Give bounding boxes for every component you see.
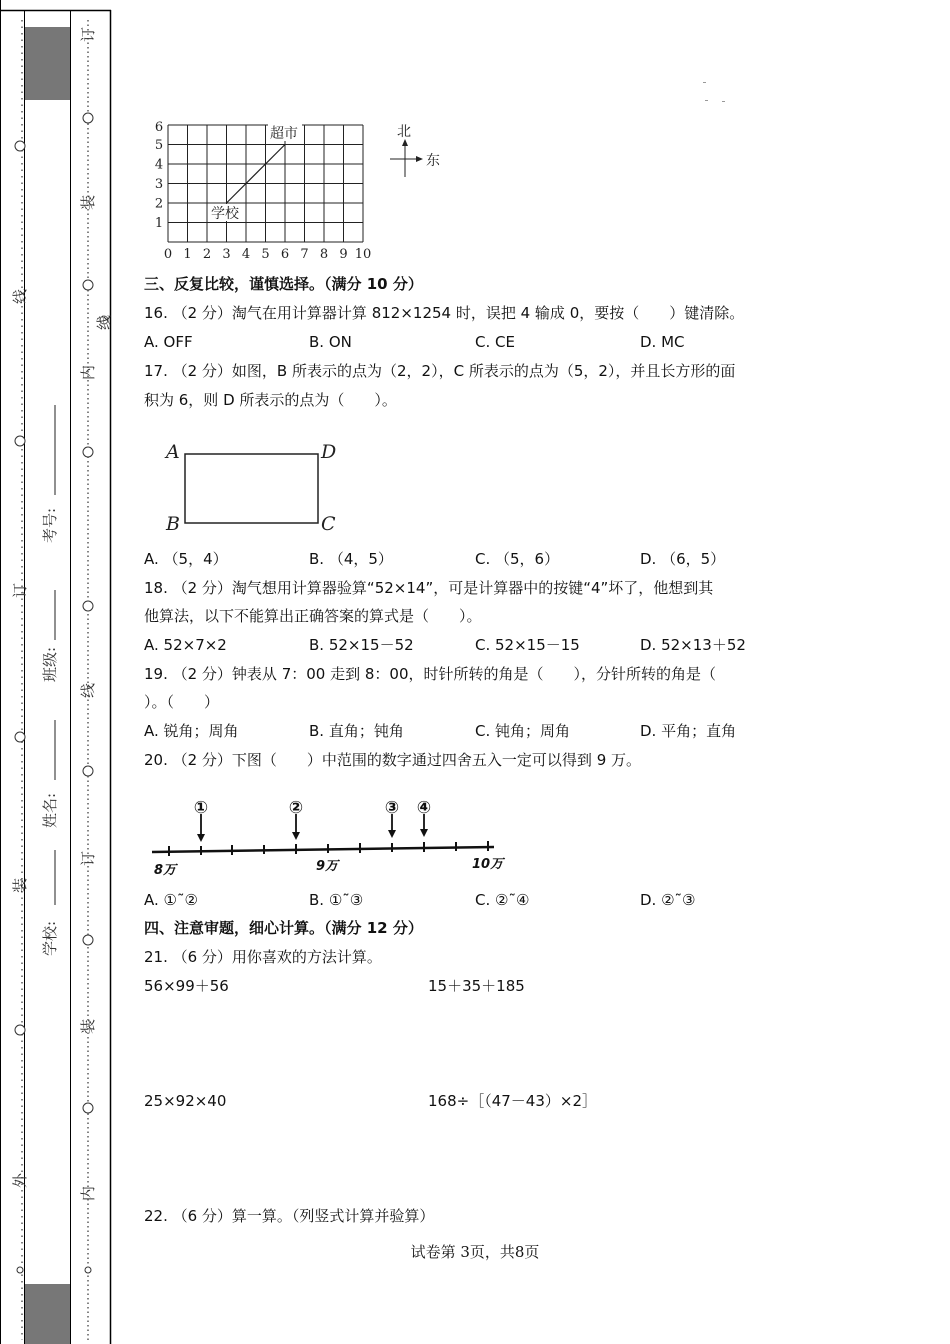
nl-marker-1: ①	[193, 798, 209, 818]
q21-expr-1: 56×99＋56	[144, 977, 229, 995]
rectangle-figure	[160, 436, 350, 540]
x-tick: 5	[261, 247, 270, 262]
inner-label-2: 线	[95, 314, 114, 331]
q17-text-line1: 17. （2 分）如图，B 所表示的点为（2，2），C 所表示的点为（5，2），并且长方形的面	[144, 362, 736, 380]
scan-mark	[703, 82, 706, 83]
q18-text-line1: 18. （2 分）淘气想用计算器验算“52×14”，可是计算器中的按键“4”坏了，他想到其	[144, 579, 714, 597]
x-tick: 8	[319, 247, 329, 262]
y-tick: 6	[154, 120, 164, 135]
q18-option-a: A. 52×7×2	[144, 636, 227, 654]
section-3-title: 三、反复比较，谨慎选择。（满分 10 分）	[144, 275, 423, 293]
field-class-label: 班级:	[41, 646, 60, 683]
q18-option-c: C. 52×15－15	[475, 636, 580, 654]
compass-east: 东	[426, 153, 440, 169]
inner-label-0: 订	[79, 26, 98, 43]
q18-option-d: D. 52×13＋52	[640, 636, 746, 654]
outer-label-xian: 线	[11, 288, 30, 305]
y-tick: 3	[154, 177, 164, 192]
field-name-label: 姓名:	[41, 792, 60, 829]
x-tick: 0	[163, 247, 173, 262]
y-tick: 4	[154, 157, 164, 173]
rect-label-d: D	[321, 441, 337, 463]
section-4-title: 四、注意审题，细心计算。（满分 12 分）	[144, 919, 423, 937]
q21-expr-4: 168÷［（47－43）×2］	[428, 1092, 597, 1110]
x-tick: 9	[339, 247, 348, 262]
x-tick: 3	[222, 247, 231, 262]
inner-label-7: 内	[79, 1185, 98, 1202]
inner-label-1: 装	[79, 194, 98, 211]
q17-option-d: D. （6，5）	[640, 550, 726, 568]
outer-label-ding: 订	[11, 582, 30, 599]
compass-north: 北	[397, 124, 411, 140]
nl-marker-4: ④	[416, 798, 432, 818]
outer-label-zhuang: 装	[11, 877, 30, 894]
rect-label-c: C	[321, 513, 336, 535]
q21-expr-2: 15＋35＋185	[428, 977, 525, 995]
field-examno-label: 考号:	[41, 507, 60, 544]
number-line-figure	[146, 792, 516, 882]
q21-expr-3: 25×92×40	[144, 1092, 227, 1110]
q19-text-line1: 19. （2 分）钟表从 7：00 走到 8：00，时针所转的角是（ ），分针所转的角是（	[144, 665, 717, 683]
q16-option-a: A. OFF	[144, 333, 193, 351]
q19-option-c: C. 钝角；周角	[475, 722, 571, 740]
q16-option-c: C. CE	[475, 333, 515, 351]
y-tick: 2	[154, 196, 164, 212]
scan-mark	[705, 100, 708, 101]
x-tick: 10	[354, 247, 372, 262]
x-tick: 2	[202, 247, 212, 262]
q16-option-d: D. MC	[640, 333, 685, 351]
nl-marker-3: ③	[384, 798, 400, 818]
q17-option-a: A. （5，4）	[144, 550, 228, 568]
market-label: 超市	[270, 126, 298, 142]
page-footer: 试卷第 3页，共8页	[410, 1243, 540, 1261]
q19-text-line2: ）。（ ）	[144, 693, 220, 711]
q20-text: 20. （2 分）下图（ ）中范围的数字通过四舍五入一定可以得到 9 万。	[144, 751, 642, 769]
x-tick: 7	[300, 247, 309, 262]
nl-label-8wan: 8万	[154, 863, 177, 878]
y-tick: 5	[154, 138, 164, 153]
inner-label-4: 线	[79, 682, 98, 699]
q17-option-c: C. （5，6）	[475, 550, 560, 568]
inner-label-5: 订	[79, 850, 98, 867]
q20-option-d: D. ②˜③	[640, 891, 696, 909]
q19-option-b: B. 直角；钝角	[309, 722, 404, 740]
x-tick: 4	[241, 247, 251, 262]
q16-text: 16. （2 分）淘气在用计算器计算 812×1254 时，误把 4 输成 0，要按（ ）键清除。	[144, 304, 745, 322]
q20-option-c: C. ②˜④	[475, 891, 530, 909]
q19-option-a: A. 锐角；周角	[144, 722, 239, 740]
x-tick: 6	[280, 247, 290, 262]
q18-text-line2: 他算法，以下不能算出正确答案的算式是（ ）。	[144, 607, 482, 625]
nl-label-10wan: 10万	[472, 857, 504, 872]
scan-mark	[722, 101, 725, 102]
q17-text-line2: 积为 6，则 D 所表示的点为（ ）。	[144, 391, 397, 409]
q16-option-b: B. ON	[309, 333, 352, 351]
school-label: 学校	[211, 206, 239, 222]
q22-text: 22. （6 分）算一算。（列竖式计算并验算）	[144, 1207, 435, 1225]
q17-option-b: B. （4，5）	[309, 550, 393, 568]
coordinate-grid-figure	[140, 115, 460, 265]
inner-label-3: 内	[79, 364, 98, 381]
q21-text: 21. （6 分）用你喜欢的方法计算。	[144, 948, 382, 966]
q20-option-a: A. ①˜②	[144, 891, 198, 909]
rect-label-a: A	[166, 441, 180, 463]
q19-option-d: D. 平角；直角	[640, 722, 737, 740]
q20-option-b: B. ①˜③	[309, 891, 364, 909]
x-tick: 1	[183, 247, 192, 262]
outer-label-wai: 外	[11, 1172, 30, 1189]
inner-label-6: 装	[79, 1018, 98, 1035]
nl-label-9wan: 9万	[316, 859, 339, 874]
nl-marker-2: ②	[288, 798, 304, 818]
field-school-label: 学校:	[41, 920, 60, 957]
y-tick: 1	[154, 216, 164, 231]
rect-label-b: B	[166, 513, 180, 535]
q18-option-b: B. 52×15－52	[309, 636, 414, 654]
